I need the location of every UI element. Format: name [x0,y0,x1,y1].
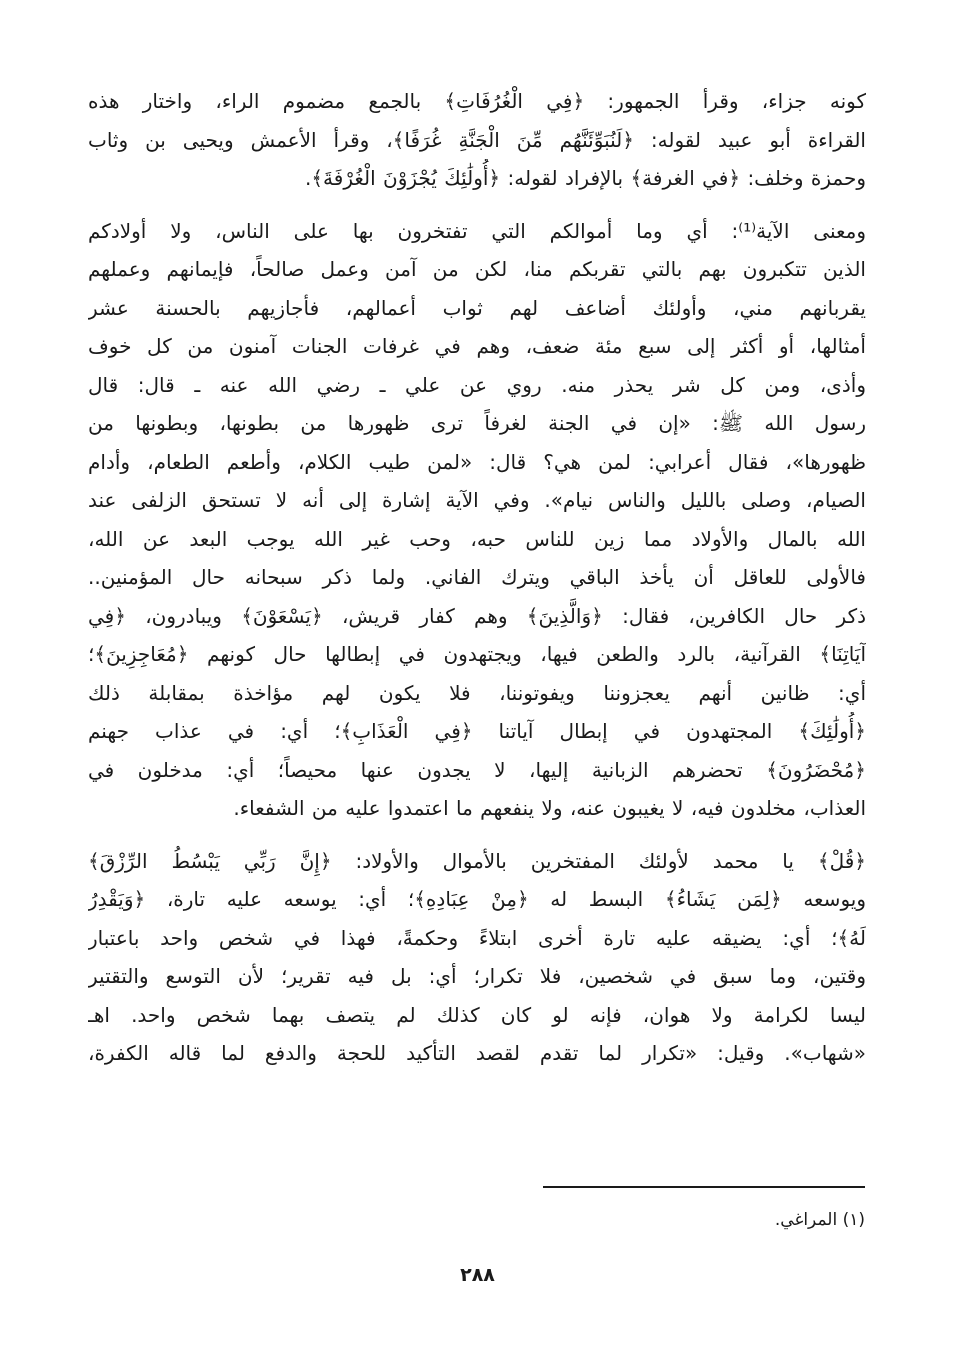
page-number: ٢٨٨ [460,1264,495,1286]
text-line: لَهُ﴾؛ أي: يضيقه عليه تارة أخرى ابتلاءً وحكمةً، فهذا في شخص واحد باعتبار [88,925,866,950]
text-line: أمثالها، أو أكثر إلى سبع مئة ضعف، وهم في غرفات الجنات آمنون من كل خوف [88,334,866,358]
paragraph-gap [88,198,866,212]
text-line: كونه جزاء، وقرأ الجمهور: ﴿فِي الْغُرُفَاتِ﴾ بالجمع مضموم الراء، واختار هذه [88,89,866,113]
paragraph-2 [88,212,866,828]
paragraph-1 [88,82,866,198]
text-line: ومعنى الآية⁽¹⁾: أي وما أموالكم التي تفتخرون بها على الناس، ولا أولادكم [88,218,866,243]
text-line: آيَاتِنَا﴾ القرآنية، بالرد والطعن فيها، ويجتهدون في إبطالها حال كونهم ﴿مُعَاجِزِينَ﴾؛ [88,642,866,666]
text-line: العذاب، مخلدون فيه، لا يغيبون عنه، ولا ينفعهم ما اعتمدوا عليه من الشفعاء. [233,796,866,820]
footnote-divider [543,1186,865,1188]
text-line: ﴿قُلْ﴾ يا محمد لأولئك المفتخرين بالأموال والأولاد: ﴿إِنَّ رَبِّي يَبْسُطُ الرِّزْقَ﴾ [88,848,866,873]
text-line: وأذى، ومن كل شر يحذر منه. روي عن علي ـ رضي الله عنه ـ قال: قال [88,372,866,397]
footnote: (١) المراغي. [774,1210,865,1230]
text-line: «شهاب». وقيل: «تكرار لما تقدم لقصد التأكيد للحجة والدفع لما قاله الكفرة، [88,1041,866,1065]
text-line: رسول الله ﷺ: «إن في الجنة لغرفاً ترى ظهورها من بطونها، وبطونها من [88,411,866,435]
text-line: ليسا لكرامة ولا هوان، فإنه لو كان كذلك لم يتصف بهما شخص واحد. اهـ [88,1002,866,1027]
text-line: الذين تتكبرون بهم بالتي تقربكم منا، لكن من آمن وعمل صالحاً، فإيمانهم وعملهم [88,257,866,281]
text-line: يقربانهم مني، وأولئك أضاعف لهم ثواب أعمالهم، فأجازيهم بالحسنة عشر [88,295,866,320]
text-line: الله بالمال والأولاد مما زين للناس حبه، وحب غير الله يوجب البعد عن الله، [88,526,866,551]
text-line: ذكر حال الكافرين، فقال: ﴿وَالَّذِينَ﴾ وهم كفار قريش، ﴿يَسْعَوْنَ﴾ ويبادرون، ﴿فِي [88,603,866,628]
text-line: القراءة أبو عبيد لقوله: ﴿لَنُبَوِّئَنَّهُم مِّنَ الْجَنَّةِ غُرَفًا﴾، وقرأ الأعمش ويحيى بن وثاب [88,127,866,152]
paragraph-gap [88,828,866,842]
text-line: وقتين، وما سبق في شخصين، فلا تكرار؛ أي: بل فيه تقرير؛ لأن التوسع والتقتير [88,964,866,988]
text-line: ظهورها»، فقال أعرابي: لمن هي؟ قال: «لمن طيب الكلام، وأطعم الطعام، وأدام [88,449,866,474]
text-line: ﴿أُولَٰئِكَ﴾ المجتهدون في إبطال آياتنا ﴿فِي الْعَذَابِ﴾؛ أي: في عذاب جهنم [88,719,866,743]
text-line: أي: ظانين أنهم يعجزوننا ويفوتوننا، فلا يكون لهم مؤاخذة بمقابلة ذلك [88,680,866,705]
text-line: وحمزة وخلف: ﴿في الغرفة﴾ بالإفراد لقوله: ﴿أُولَٰئِكَ يُجْزَوْنَ الْغُرْفَةَ﴾. [304,166,866,190]
text-line: ويوسعه ﴿لِمَن يَشَاءُ﴾ البسط له ﴿مِنْ عِبَادِهِ﴾؛ أي: يوسعه عليه تارة، ﴿وَيَقْدِرُ [88,887,866,911]
page-body [88,82,866,1073]
paragraph-3 [88,842,866,1073]
text-line: الصيام، وصلى بالليل والناس نيام». وفي الآية إشارة إلى أنه لا تستحق الزلفى عند [88,488,866,512]
text-line: فالأولى للعاقل أن يأخذ الباقي ويترك الفاني. ولما ذكر سبحانه حال المؤمنين.. [88,565,866,589]
text-line: ﴿مُحْضَرُونَ﴾ تحضرهم الزبانية إليها، لا يجدون عنها محيصاً؛ أي: مدخلون في [88,757,866,782]
